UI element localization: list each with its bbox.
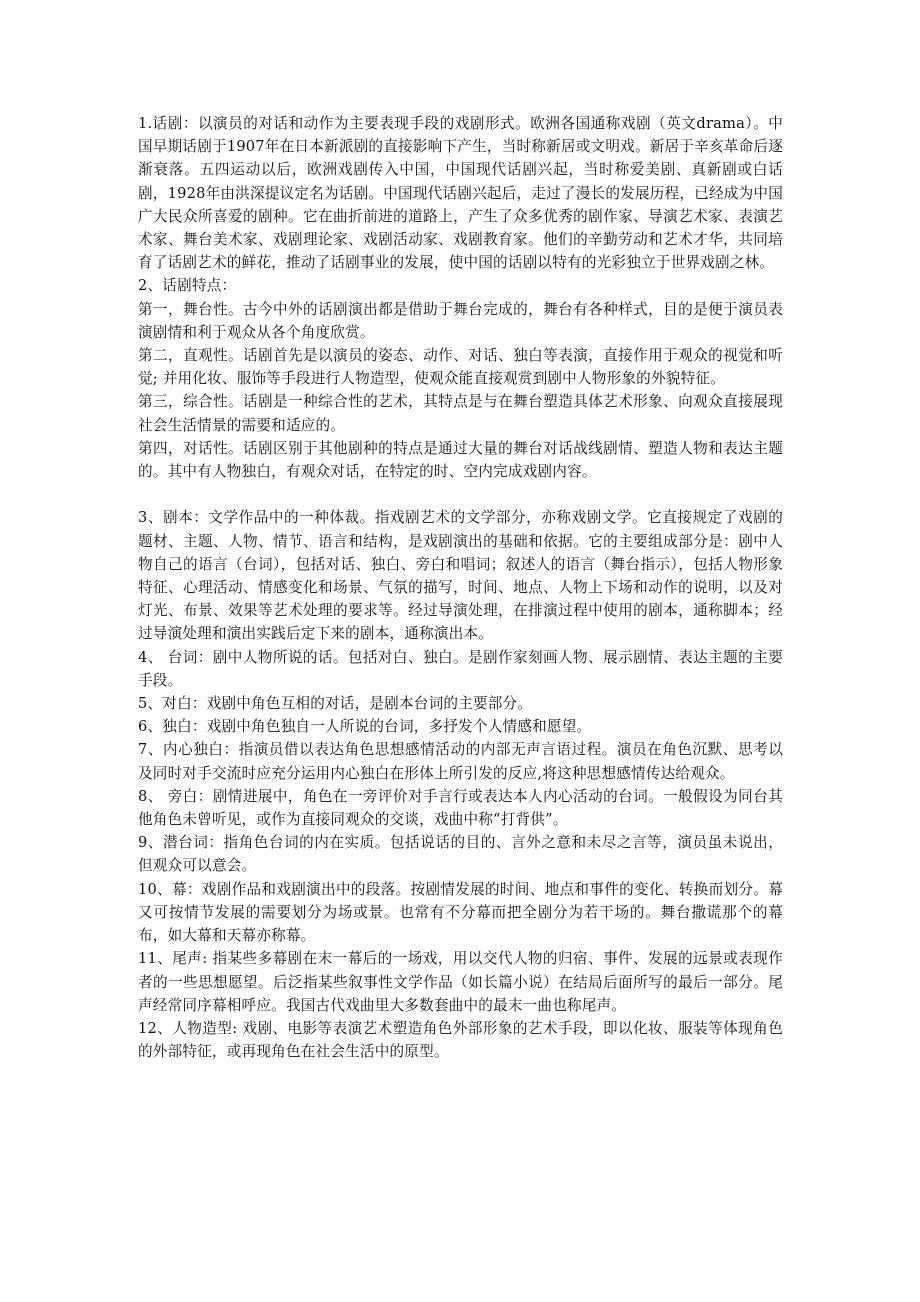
paragraph-feature-dialogue: 第四，对话性。话剧区别于其他剧种的特点是通过大量的舞台对话战线剧情、塑造人物和表达主题的。其中有人物独白，有观众对话，在特定的时、空内完成戏剧内容。 <box>138 439 783 481</box>
paragraph-act: 10、幕：戏剧作品和戏剧演出中的段落。按剧情发展的时间、地点和事件的变化、转换而划分。幕又可按情节发展的需要划分为场或景。也常有不分幕而把全剧分为若干场的。舞台撒谎那个的幕布，如大幕和天幕亦称幕。 <box>138 880 783 945</box>
paragraph-character-styling: 12、人物造型: 戏剧、电影等表演艺术塑造角色外部形象的艺术手段，即以化妆、服装等体现角色的外部特征，或再现角色在社会生活中的原型。 <box>138 1019 783 1061</box>
paragraph-feature-stage: 第一，舞台性。古今中外的话剧演出都是借助于舞台完成的，舞台有各种样式，目的是便于演员表演剧情和利于观众从各个角度欣赏。 <box>138 300 783 341</box>
document-body <box>138 112 783 1063</box>
blank-line <box>138 483 783 506</box>
paragraph-script: 3、剧本：文学作品中的一种体裁。指戏剧艺术的文学部分，亦称戏剧文学。它直接规定了戏剧的题材、主题、人物、情节、语言和结构，是戏剧演出的基础和依据。它的主要组成部分是：剧中人物自己的语言（台词），包括对话、独白、旁白和唱词；叙述人的语言（舞台指示），包括人物形象特征、心理活动、情感变化和场景、气氛的描写，时间、地点、人物上下场和动作的说明，以及对灯光、布景、效果等艺术处理的要求等。经过导演处理，在排演过程中使用的剧本，通称脚本；经过导演处理和演出实践后定下来的剧本，通称演出本。 <box>138 509 783 643</box>
paragraph-epilogue: 11、尾声: 指某些多幕剧在末一幕后的一场戏，用以交代人物的归宿、事件、发展的远景或表现作者的一些思想愿望。后泛指某些叙事性文学作品（如长篇小说）在结局后面所写的最后一部分。尾声经常同序幕相呼应。我国古代戏曲里大多数套曲中的最末一曲也称尾声。 <box>138 950 783 1014</box>
paragraph-dialogue: 5、对白：戏剧中角色互相的对话，是剧本台词的主要部分。 <box>138 695 533 713</box>
paragraph-feature-comprehensive: 第三，综合性。话剧是一种综合性的艺术，其特点是与在舞台塑造具体艺术形象、向观众直接展现社会生活情景的需要和适应的。 <box>138 393 783 434</box>
paragraph-lines: 4、 台词：剧中人物所说的话。包括对白、独白。是剧作家刻画人物、展示剧情、表达主题的主要手段。 <box>138 648 783 689</box>
paragraph-inner-monologue: 7、内心独白：指演员借以表达角色思想感情活动的内部无声言语过程。演员在角色沉默、思考以及同时对手交流时应充分运用内心独白在形体上所引发的反应,将这种思想感情传达给观众。 <box>138 741 783 782</box>
paragraph-aside: 8、 旁白：剧情进展中，角色在一旁评价对手言行或表达本人内心活动的台词。一般假设为同台其他角色未曾听见，或作为直接同观众的交谈，戏曲中称“打背供”。 <box>138 787 783 829</box>
paragraph-drama-definition: 1.话剧：以演员的对话和动作为主要表现手段的戏剧形式。欧洲各国通称戏剧（英文drama）。中国早期话剧于1907年在日本新派剧的直接影响下产生，当时称新居或文明戏。新居于辛亥革命后逐渐衰落。五四运动以后，欧洲戏剧传入中国，中国现代话剧兴起，当时称爱美剧、真新剧或白话剧，1928年由洪深提议定名为话剧。中国现代话剧兴起后，走过了漫长的发展历程，已经成为中国广大民众所喜爱的剧种。它在曲折前进的道路上，产生了众多优秀的剧作家、导演艺术家、表演艺术家、舞台美术家、戏剧理论家、戏剧活动家、戏剧教育家。他们的辛勤劳动和艺术才华，共同培育了话剧艺术的鲜花，推动了话剧事业的发展，使中国的话剧以特有的光彩独立于世界戏剧之林。 <box>138 115 783 272</box>
paragraph-drama-features-heading: 2、话剧特点： <box>138 277 237 295</box>
paragraph-feature-intuitive: 第二，直观性。话剧首先是以演员的姿态、动作、对话、独白等表演，直接作用于观众的视觉和听觉; 并用化妆、服饰等手段进行人物造型，使观众能直接观赏到剧中人物形象的外貌特征。 <box>138 347 783 388</box>
paragraph-monologue: 6、独白：戏剧中角色独自一人所说的台词，多抒发个人情感和愿望。 <box>138 718 592 736</box>
paragraph-subtext: 9、潜台词：指角色台词的内在实质。包括说话的目的、言外之意和未尽之言等，演员虽未说出，但观众可以意会。 <box>138 834 783 875</box>
